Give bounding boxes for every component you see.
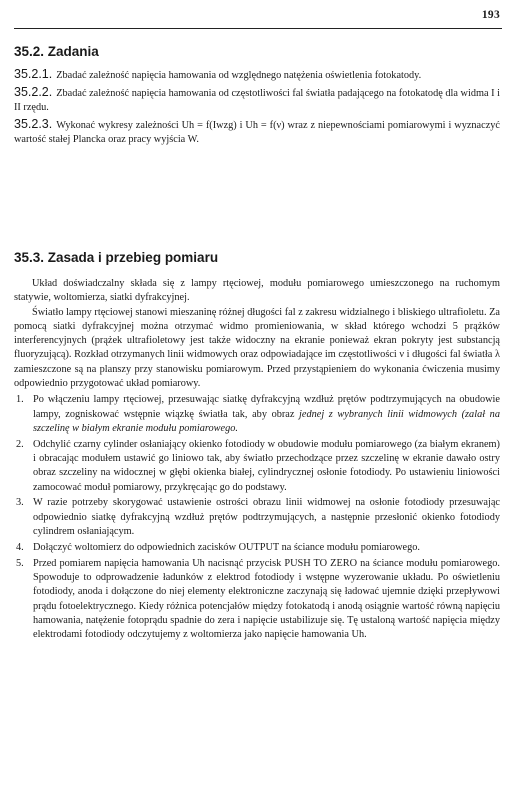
task-number: 35.2.2.: [14, 84, 53, 99]
procedure-step: [14, 557, 500, 643]
step-text: Odchylić czarny cylinder osłaniający okienko fotodiody w obudowie modułu pomiarowego (za białym ekranem) i obracając modułem ustawić go liniowo tak, aby światło przechodzące przez szczelinę w ekranie dawało ostry obraz szczeliny na widocznej w głębi okienka białej, cylindrycznej osłonie fotodiody. Po ustawieniu liniowości zamocować moduł pomiarowy, przykręcając go do podstawy.: [33, 438, 500, 493]
step-number: 3.: [16, 497, 24, 509]
task-text: Zbadać zależność napięcia hamowania od względnego natężenia oświetlenia fotokatody.: [56, 70, 422, 81]
task-item: [14, 117, 500, 148]
paragraph: Układ doświadczalny składa się z lampy rtęciowej, modułu pomiarowego umieszczonego na ruchomym statywie, woltomierza, siatki dyfrakcyjnej.: [14, 278, 500, 304]
task-item: [14, 85, 500, 116]
procedure-step: [14, 438, 500, 495]
step-italic-text: jednej z wybranych linii widmowych (zalał na szczelinę w białym ekranie modułu pomiarowego.: [33, 408, 500, 434]
task-item: [14, 67, 500, 84]
procedure-step: [14, 496, 500, 539]
step-text: Dołączyć woltomierz do odpowiednich zacisków OUTPUT na ściance modułu pomiarowego.: [33, 541, 420, 553]
task-text: Wykonać wykresy zależności Uh = f(Iwzg) i Uh = f(ν) wraz z niepewnościami pomiarowymi i wyznaczyć wartość stałej Plancka oraz pracy wyjścia W.: [14, 119, 500, 145]
step-number: 2.: [16, 438, 24, 450]
task-text: Zbadać zależność napięcia hamowania od częstotliwości fal światła padającego na fotokatodę dla widma I i II rzędu.: [14, 87, 500, 113]
step-number: 5.: [16, 557, 24, 569]
header-rule: [14, 28, 502, 29]
section-body: [14, 277, 500, 644]
task-number: 35.2.1.: [14, 67, 53, 81]
step-text: Przed pomiarem napięcia hamowania Uh nacisnąć przycisk PUSH TO ZERO na ściance modułu pomiarowego. Spowoduje to odprowadzenie ładunków z elektrod fotodiody i wstępne wyzerowanie układu. Po oświetleniu fotodiody, anoda i dołączone do niej elementy elektroniczne zaczynają się ładować ujemnie dzięki przepływowi prądu fotoelektrycznego. Kiedy różnica potencjałów między fotokatodą i anodą osiągnie wartość równą napięciu hamowania, natężenie fotoprądu spadnie do zera i napięcie ustabilizuje się. Tę ustaloną wartość napięcia między elektrodami fotodiody odczytujemy z woltomierza jako napięcie hamowania Uh.: [33, 557, 500, 641]
step-number: 1.: [16, 394, 24, 406]
procedure-step: [14, 541, 500, 555]
page-number: 193: [481, 9, 500, 21]
procedure-steps: [14, 393, 500, 642]
step-text: Po włączeniu lampy rtęciowej, przesuwając siatkę dyfrakcyjną wzdłuż prętów podtrzymujących na obudowie lampy, zogniskować wstępnie wiązkę światła tak, aby obraz: [33, 394, 500, 420]
task-list: [14, 67, 500, 149]
section-heading-zadania: 35.2. Zadania: [14, 44, 99, 59]
step-number: 4.: [16, 541, 24, 553]
task-number: 35.2.3.: [14, 116, 53, 131]
procedure-step: [14, 393, 500, 436]
step-text: W razie potrzeby skorygować ustawienie ostrości obrazu linii widmowej na osłonie fotodiody przesuwając odpowiednio siatkę dyfrakcyjną wzdłuż prętów podtrzymujących, a następnie przesłonić okienko fotodiody cylindrem osłaniającym.: [33, 497, 500, 538]
section-heading-zasada: 35.3. Zasada i przebieg pomiaru: [14, 250, 219, 265]
paragraph: Światło lampy rtęciowej stanowi mieszaninę różnej długości fal z zakresu widzialnego i bliskiego ultrafioletu. Za pomocą siatki dyfrakcyjnej można otrzymać widmo promieniowania, w skład którego wchodzi 5 prążków interferencyjnych (prążek ultrafioletowy jest także widoczny na ekranie ponieważ ekran pokryty jest substancją fluoryzującą). Rozkład otrzymanych linii widmowych oraz odpowiadające im częstotliwości ν i długości fal światła λ zamieszczone są na planszy przy stanowisku pomiarowym. Przed przystąpieniem do wykonania ćwiczenia musimy odpowiednio przygotować układ pomiarowy.: [14, 306, 500, 390]
